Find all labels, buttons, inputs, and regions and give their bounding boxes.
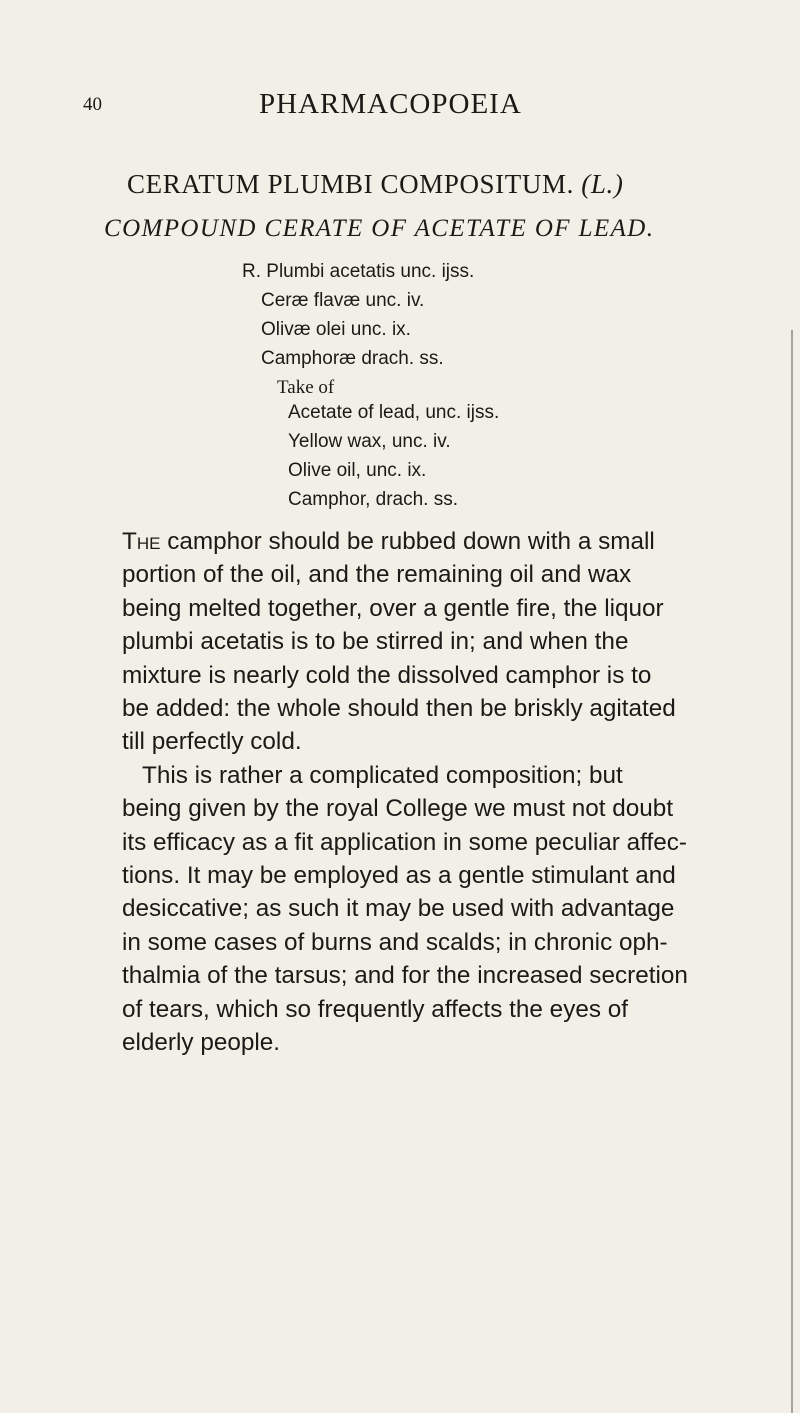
english-recipe-intro: Take of — [277, 377, 335, 398]
text-line: being melted together, over a gentle fire, the liquor — [122, 594, 664, 622]
text-line: being given by the royal College we must not doubt — [122, 795, 674, 823]
page-edge-shadow — [791, 330, 793, 1413]
page-number: 40 — [83, 94, 102, 115]
text-line: till perfectly cold. — [122, 728, 302, 756]
commentary-text — [122, 525, 698, 1060]
text-line: elderly people. — [122, 1029, 281, 1057]
text-line: portion of the oil, and the remaining oil and wax — [122, 561, 632, 589]
latin-recipe-line: Ceræ flavæ unc. iv. — [261, 290, 425, 311]
english-recipe-line: Acetate of lead, unc. ijss. — [288, 402, 500, 423]
latin-recipe-line: Camphoræ drach. ss. — [261, 348, 444, 369]
text-line: plumbi acetatis is to be stirred in; and when the — [122, 628, 629, 656]
section-title — [127, 169, 623, 200]
english-recipe-line: Olive oil, unc. ix. — [288, 460, 427, 481]
text-line: in some cases of burns and scalds; in chronic oph- — [122, 928, 668, 956]
paragraph-commentary — [122, 759, 698, 1060]
text-line: its efficacy as a fit application in some peculiar affec- — [122, 828, 687, 856]
running-head: PHARMACOPOEIA — [259, 88, 522, 120]
latin-recipe-line: Olivæ olei unc. ix. — [261, 319, 411, 340]
english-recipe-line: Yellow wax, unc. iv. — [288, 431, 451, 452]
text-line: camphor should be rubbed down with a small — [160, 528, 655, 555]
text-line: mixture is nearly cold the dissolved camphor is to — [122, 661, 652, 689]
text-line: tions. It may be employed as a gentle stimulant and — [122, 862, 676, 890]
text-line: of tears, which so frequently affects the eyes of — [122, 995, 629, 1023]
english-recipe-line: Camphor, drach. ss. — [288, 489, 459, 510]
section-subtitle: COMPOUND CERATE OF ACETATE OF LEAD. — [104, 215, 655, 242]
text-line: This is rather a complicated composition; but — [142, 761, 623, 789]
text-line: thalmia of the tarsus; and for the increased secretion — [122, 962, 688, 990]
section-title-authority: (L.) — [581, 169, 624, 199]
section-title-main: CERATUM PLUMBI COMPOSITUM. — [127, 169, 574, 199]
text-line: be added: the whole should then be briskly agitated — [122, 695, 676, 723]
paragraph-lead-word: The — [122, 528, 161, 555]
latin-recipe-line: R. Plumbi acetatis unc. ijss. — [242, 261, 475, 282]
text-line: desiccative; as such it may be used with advantage — [122, 895, 675, 923]
paragraph-directions — [122, 525, 698, 759]
